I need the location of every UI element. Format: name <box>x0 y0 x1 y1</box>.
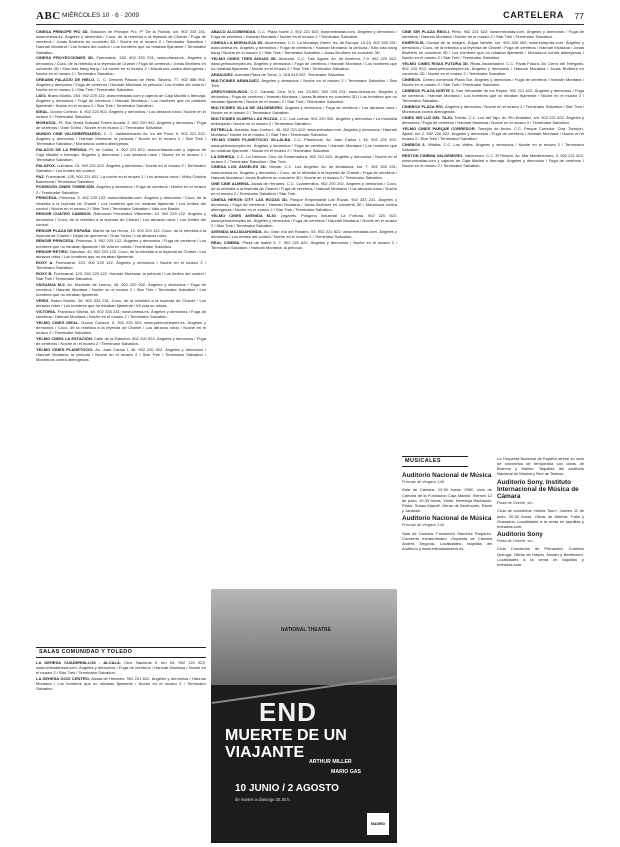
program-text: Ciclo de conciertos «Iberia Tour». Jueves 11 de junio, 20.30 horas. Obras de Albéniz, Falla y Granados. Localidades a la venta en taquillas y entradas.com. <box>497 508 584 529</box>
venue-address: Príncipe de Vergara, 146. <box>402 480 446 485</box>
venue-details: C.C. Xanadú. Ctra. N-V, km. 23,500. 902 333 231; www.cinesa.es. Ángeles y demonios / Fuga de cerebros / Hannah Montana / Jonas Brothers en concierto 3D / Los hombres que no miraban fijamente / Noche en el museo 2 / Star Trek / Terminator Salvation. <box>211 88 397 104</box>
venue-heading: Auditorio Nacional de Música <box>402 472 492 479</box>
listing-entry <box>402 29 584 39</box>
listing-entry <box>211 127 397 137</box>
listing-entry <box>402 142 584 152</box>
venue-details: Princesa, 3. 902 229 122; www.entradas.com. Ángeles y demonios / Coco, de la rebeldía a la leyenda de Chanel / Los hombres que no miraban fijamente / Los límites del control / Noche en el museo 2 / Star Trek / Terminator Salvation / Vals con Bashir. <box>36 195 206 211</box>
venue-details: Princesa, 3. 902 229 122. Ángeles y demonios / Fuga de cerebros / Los hombres que no miraban fijamente / Mi vida en ruinas / Terminator Salvation. <box>36 238 206 249</box>
venue-details: C.C. Las Lomas. 902 220 902. Ángeles y demonios / La montaña embrujada / Noche en el museo 2 / Terminator Salvation. <box>211 115 397 126</box>
listing-entry <box>36 120 206 130</box>
venue-details: Pl. Sta. María Soledad Torres Acosta, 2. 902 220 902. Ángeles y demonios / Fuga de cerebros / Gran Torino / Noche en el museo 2 / Terminator Salvation. <box>36 119 206 130</box>
ad-dates: 10 JUNIO / 2 AGOSTO <box>235 783 339 794</box>
listing-entry <box>36 29 206 55</box>
venue-name: YELMO CINES IDEAL. <box>36 319 80 325</box>
venue-name: ROXY A. <box>36 260 54 266</box>
venue-details: Calle de la Estación. 902 220 922. Ángeles y demonios / Fuga de cerebros / Noche en el museo 2 / Terminator Salvation. <box>36 335 206 347</box>
listing-entry <box>402 115 584 125</box>
venue-name: YELMO CINES AVENIDA M-40. <box>211 212 277 218</box>
venue-details: C. C. Valdebernardo Av. Ira del Pozo, 6. 902 221 622. Ángeles y demonios / Hannah Montana: la película / Noche en el museo 2 / Star Trek / Terminator Salvation / Monstruos contra alienígenas. <box>36 130 206 146</box>
venue-heading: Auditorio Nacional de Música <box>402 515 492 523</box>
venue-name: YELMO CINES RIVAS FUTURA 3D. <box>402 61 469 67</box>
column-cinemas-1-tail <box>36 660 206 842</box>
listing-entry <box>36 309 206 319</box>
venue-name: AVENIDA MAJADAHONDA. <box>211 228 263 234</box>
venue-name: ROXY B. <box>36 271 53 277</box>
venue-details: Fuencarral, 123. 902 229 122. Ángeles y demonios / Noche en el museo 2 / Terminator Salvation. <box>36 260 206 271</box>
venue-name: YELMO CINES LA ESTACIÓN. <box>36 335 93 341</box>
venue-name: MULTICINES ARANJUEZ. <box>211 77 260 83</box>
venue-name: ESTRELLA. <box>211 126 234 132</box>
program-text: Sala de Cámara. 19.30 horas. ONE, ciclo de Cámara de la Fundación Caja Madrid. Viernes 12 de junio, 19.30 horas. Violín: Nemanja Radulovic. Piano: Susan Manoff. Obras de Beethoven, Ravel y Janácek. <box>402 487 492 513</box>
listing-entry <box>211 164 397 179</box>
listing-entry <box>211 29 397 39</box>
venue-details: Av. Gran Vía del Rosario, 53. 902 221 622; www.entradas.com. Ángeles y demonios / Los límites del control / Noche en el museo 2 / Terminator Salvation. <box>211 228 397 239</box>
venue-name: RENOIR PRINCESA. <box>36 238 75 244</box>
column-musicales-1 <box>402 470 492 842</box>
musicales-band: MUSICALES <box>402 456 468 467</box>
listing-entry <box>211 213 397 228</box>
venue-details: Raimundo Fernández Villaverde, 10. 902 229 122. Ángeles y demonios / Coco, de la rebeldía a la leyenda de Chanel / Los abrazos rotos / Los límites del control. <box>36 211 206 227</box>
column-cinemas-2 <box>211 29 397 583</box>
listing-entry <box>36 282 206 297</box>
venue-name: PRINCESA. <box>36 195 58 201</box>
venue-details: Toledo. C.C. Luz del Tajo. Av. Río Boladiez, s/n. 902 221 622. Ángeles y demonios / Fuga de cerebros / Hannah Montana / Noche en el museo 2 / Terminator Salvation. <box>402 115 584 126</box>
listing-entry <box>36 77 206 92</box>
listing-entry <box>36 147 206 162</box>
venue-name: CINEBOX PLAZA RÍO. <box>402 104 444 110</box>
venue-details: Getafe. C.C. Los Ángeles. Av. de Andalucía, km. 7. 902 333 231; www.cinesa.es. Ángeles y demonios / Coco, de la rebeldía a la leyenda de Chanel / Fuga de cerebros / Hannah Montana / Jonas Brothers en concierto 3D / Noche en el museo 2 / Terminator Salvation. <box>211 164 397 180</box>
venue-details: Avenida Juan Carlos I, 46. 902 221 622; www.entradas.com. Ángeles y demonios / Hannah Montana / Noche en el museo 2 / Star Trek / Terminator Salvation. <box>211 126 397 137</box>
venue-details: Alcorcón. C.C. Tres Aguas. Av. de América, 7-9. 902 220 922; www.yelmocineplex.es. Ángeles y demonios / Fuga de cerebros / Hannah Montana / Los hombres que no miraban fijamente / Noche en el museo 2 / Star Trek / Terminator Salvation. <box>211 55 397 72</box>
venue-details: Bravo Murillo, 28. 902 333 231. Coco, de la rebeldía a la leyenda de Chanel / Los abrazos rotos / Los hombres que no miraban fijamente / Mi vida en ruinas. <box>36 298 206 309</box>
program-text: Ciclo Conciertos de Primavera. Cuarteto Quiroga. Obras de Haydn, Mozart y Beethoven. Localidades a la venta en taquillas y entradas.com. <box>497 546 584 567</box>
venue-details: Fuencarral, 136. 902 333 231; www.cinesa.es. Ángeles y demonios / Coco, de la rebeldía a la leyenda de Chanel / Fuga de cerebros / Jonas Brothers en concierto 3D / Kiss kiss bang bang / La noche en el museo 2 / Monstruos contra alienígenas / Noche en el museo 2 / Terminator Salvation. <box>36 55 206 76</box>
venue-details: Ángeles y demonios / Fuga de cerebros / Los abrazos rotos / Noche en el museo 2 / Terminator Salvation. <box>211 104 397 115</box>
venue-details: Torrejón de Ardoz. C.C. Parque Corredor. Ctra. Torrejón-Ajalvir, km 2. 902 220 922. Ángeles y demonios / Fuga de cerebros / Hannah Montana / Noche en el museo 2 / Star Trek / Terminator Salvation. <box>402 125 584 142</box>
venue-details: San Sebastián de los Reyes. 902 221 622. Ángeles y demonios / Fuga de cerebros / Hannah Montana / Los hombres que no miraban fijamente / Noche en el museo 2 / Terminator Salvation. <box>402 88 584 104</box>
venue-details: Luchana, 15. 902 221 622. Ángeles y demonios / Noche en el museo 2 / Terminator Salvation / Los límites del control. <box>36 162 206 173</box>
venue-details: Avenida Plaza de Toros, 1. 918 919 002. Terminator Salvation. <box>234 72 346 78</box>
listing-entry <box>36 228 206 238</box>
listing-entry <box>36 336 206 346</box>
listing-entry <box>211 40 397 55</box>
listing-entry <box>402 153 584 168</box>
venue-name: REAL CINEMA. <box>211 239 241 245</box>
venue-details: Ángeles y demonios / Noche en el museo 2 / Terminator Salvation / Star Trek. <box>211 77 397 88</box>
column-musicales-2 <box>497 456 584 842</box>
listing-entry <box>36 249 206 259</box>
ad-author: ARTHUR MILLER <box>309 759 352 765</box>
venue-details: La Orquesta Nacional de España ofrece su ciclo de conciertos de temporada con obras de Brahms y Mahler. Taquillas del Auditorio Nacional de Música y Red de Teatros. <box>497 456 584 477</box>
venue-name: MULTICINES VILLA DE VALDEMORO. <box>211 104 284 110</box>
venue-details: Pinto. 902 221 622; www.entradas.com. Ángeles y demonios / Fuga de cerebros / Hannah Montana / Noche en el museo 2 / Star Trek / Terminator Salvation. <box>402 29 584 40</box>
listing-entry <box>36 347 206 362</box>
venue-name: LIDO. <box>36 92 47 98</box>
venue-details: Ciudad de la Imagen. Edgar Neville, s/n. 902 300 062; www.kinepolis.com. Ángeles y demonios / Coco, de la rebeldía a la leyenda de Chanel / Fuga de cerebros / Hannah Montana / Jonas Brothers en concierto 3D / Los hombres que no miraban fijamente / Monstruos contra alienígenas / Noche en el museo 2 / Star Trek / Terminator Salvation. <box>402 39 584 61</box>
venue-name: VAGUADA M-2. <box>36 282 66 288</box>
venue-name: CINESA PRÍNCIPE PÍO 3D. <box>36 29 89 34</box>
venue-details: Fuencarral, 125. 902 221 622. La noche en el museo 2 / Los abrazos rotos / Vicky Cristina Barcelona / Terminator Salvation. <box>36 173 206 184</box>
listing-entry <box>36 676 206 691</box>
listing-entry <box>211 105 397 115</box>
venue-details: Parque Empresarial Las Rozas. 902 333 231. Ángeles y demonios / Fuga de cerebros / Hannah Montana / Jonas Brothers en concierto 3D / Monstruos contra alienígenas / Noche en el museo 2 / Star Trek / Terminator Salvation. <box>211 196 397 212</box>
theatre-advertisement <box>211 589 397 843</box>
listing-entry <box>36 271 206 281</box>
section-band-comunidad: SALAS COMUNIDAD Y TOLEDO <box>36 647 206 658</box>
column-cinemas-3 <box>402 29 584 451</box>
venue-details: Narváez, 42. 902 229 122. Coco, de la rebeldía a la leyenda de Chanel / Los abrazos rotos / Los hombres que no miraban fijamente. <box>36 249 206 260</box>
venue-details: Francisco Silvela, 48. 902 333 231; www.cinesa.es. Ángeles y demonios / Fuga de cerebros / Hannah Montana / Noche en el museo 2 / Terminator Salvation. <box>36 309 206 320</box>
venue-details: Ángeles y demonios / Noche en el museo 2 / Terminator Salvation / Star Trek / Monstruos contra alienígenas. <box>402 104 584 115</box>
listing-entry <box>36 320 206 335</box>
venue-details: Av. Monforte de Lemos, 36. 902 220 902. Ángeles y demonios / Fuga de cerebros / Hannah Montana / Noche en el museo 2 / Star Trek / Terminator Salvation / Los hombres que no miraban fijamente. <box>36 282 206 298</box>
listing-entry <box>36 131 206 146</box>
venue-name: RESTON CINEMA VALDEMORO. <box>402 152 464 158</box>
venue-details: Martín de los Heros, 12. 902 229 122. Coco, de la rebeldía a la leyenda de Chanel / Dejad de quererme / Gran Torino / Los abrazos rotos. <box>36 227 206 238</box>
venue-details: Fuencarral, 123. 902 229 122. Hannah Montana: la película / Los límites del control / Star Trek / Terminator Salvation. <box>36 271 206 282</box>
venue-name: CINESA LOS ÁNGELES 3D. <box>211 164 267 170</box>
venue-name: LA DEHESA. <box>211 153 236 159</box>
page-header <box>36 10 584 25</box>
venue-details: C.C. Plaza Norte 2. 902 221 622; www.entradas.com. Ángeles y demonios / Fuga de cerebros / Hannah Montana / Noche en el museo 2 / Terminator Salvation. <box>211 29 397 40</box>
venue-name: CINEBOX PLAZA NORTE 2. <box>402 88 455 94</box>
venue-name: ARROYOMOLINOS. <box>211 88 249 94</box>
ad-director: MARIO GAS <box>331 769 361 775</box>
venue-name: ABACO ALCOBENDAS. <box>211 29 257 34</box>
venue-name: CINEBOX. <box>402 77 422 83</box>
venue-name: VERDI. <box>36 298 50 304</box>
venue-name: PALAFOX. <box>36 162 56 168</box>
listing-entry <box>36 174 206 184</box>
venue-name: PAZ. <box>36 173 45 179</box>
ad-theatre-logo: NATIONAL THEATRE <box>281 627 331 633</box>
venue-details: Av. Juan Carlos I, 46. 902 220 922. Ángeles y demonios / Hannah Montana: la película / Noche en el museo 2 / Star Trek / Terminator Salvation / Monstruos contra alienígenas. <box>36 346 206 363</box>
listing-entry <box>402 104 584 114</box>
venue-name: KINEPOLIS. <box>402 39 425 45</box>
ad-madrid-logo: MADRID <box>367 813 389 835</box>
listing-entry <box>211 229 397 239</box>
column-cinemas-1 <box>36 29 206 645</box>
venue-details: C.C. La Dehesa. Ctra. de Extremadura. 902 221 622. Ángeles y demonios / Noche en el museo 2 / Terminator Salvation / Star Trek. <box>211 153 397 164</box>
venue-name: YELMO CINES TRES AGUAS 3D. <box>211 55 277 61</box>
venue-name: RENOIR CUATRO CAMINOS. <box>36 211 92 217</box>
ad-photo <box>211 589 397 685</box>
venue-name: CINESA PROYECCIONES 3D. <box>36 55 95 61</box>
venue-name: MULTICINES OLIMPIA LAS ROZAS. <box>211 115 279 121</box>
listing-entry <box>211 56 397 71</box>
venue-name: CINES SIR LUZ DEL TAJO. <box>402 115 454 121</box>
listing-entry <box>497 456 584 477</box>
listing-entry <box>211 78 397 88</box>
venue-name: CINEBOX 3. <box>402 142 426 148</box>
venue-details: C. C. Dreams Palacio de Hielo. Silvano, 77. 902 888 902. Ángeles y demonios / Fuga de cerebros / Hannah Montana: la película / Los límites del control / Noche en el museo 2 / Star Trek / Terminator Salvation. <box>36 76 206 92</box>
page-number: 77 <box>574 11 584 21</box>
venue-details: Alcalá de Henares. 902 221 622. Ángeles y demonios / Hannah Montana / Los hombres que no miraban fijamente / Noche en el museo 2 / Terminator Salvation. <box>36 676 206 692</box>
venue-name: RENOIR RETIRO. <box>36 249 69 255</box>
listing-entry <box>211 197 397 212</box>
newspaper-logo: ABC <box>36 10 61 22</box>
listing-entry <box>402 77 584 87</box>
listing-entry <box>211 116 397 126</box>
venue-address: Plaza de Oriente, s/n. <box>497 501 534 506</box>
program-text: Sala de Cámara. Fundación Sánchez Ruipérez. Concierto extraordinario. Orquesta de Cámara Andrés Segovia. Localidades: taquillas del Auditorio y www.entradasinaem.es. <box>402 530 492 551</box>
venue-name: CINESA HERON CITY LAS ROZAS 3D. <box>211 196 288 202</box>
listing-entry <box>211 240 397 250</box>
venue-details: Bravo Murillo, 264. 902 229 122; www.entradas.com y cajeros de Caja Madrid o Ibercaja. Ángeles y demonios / Fuga de cerebros / Hannah Montana / Los hombres que no miraban fijamente / Noche en el museo 2 / Star Trek / Terminator Salvation. <box>36 92 206 108</box>
listing-entry <box>36 211 206 226</box>
venue-name: YELMO CINES PARQUE CORREDOR. <box>402 125 476 131</box>
venue-details: Villalba. C.C. Los Valles. Ángeles y demonios / Noche en el museo 2 / Terminator Salvation. <box>402 142 584 153</box>
venue-details: Estación de Príncipe Pío. P° De la Florida, s/n. 902 333 231; www.cinesa.es. Ángeles y demonios / Coco, de la rebeldía a la leyenda de Chanel / Fuga de cerebros / Jonas Brothers en concierto 3D / Noche en el museo 2 / Terminator Salvation / Hannah Montana / Los límites del control / Los hombres que no miraban fijamente / Terminator Salvation. <box>36 29 206 55</box>
venue-details: Rivas-Vaciamadrid. C.C. Rivas Futura. Av. Cerro del Telégrafo. 902 220 922; www.yelmocineplex.es. Ángeles y demonios / Hannah Montana / Jonas Brothers en concierto 3D / Noche en el museo 2 / Terminator Salvation. <box>402 61 584 77</box>
venue-name: ARANJUEZ. <box>211 72 234 78</box>
venue-name: IDEAL. <box>36 108 50 114</box>
listing-entry <box>36 260 206 270</box>
venue-details: Pl. de Callao, 4. 902 221 622; www.entradas.com y cajeros de Caja Madrid o Ibercaja. Ángeles y demonios / Los abrazos rotos / Noche en el museo 2 / Terminator Salvation. <box>36 146 206 162</box>
venue-name: POSEIDÓN CINES TORREJÓN. <box>36 184 96 190</box>
issue-date: MIÉRCOLES 10 · 6 · 2009 <box>62 12 139 19</box>
listing-entry <box>211 181 397 196</box>
venue-details: Plaza de Isabel II, 7. 902 221 622. Ángeles y demonios / Noche en el museo 2 / Terminator Salvation / Hannah Montana: la película. <box>211 239 397 250</box>
venue-name: PALACIO DE LA PRENSA. <box>36 146 88 152</box>
venue-name: LA DEHESA OCIO CENTRO. <box>36 676 90 682</box>
listing-entry <box>36 109 206 119</box>
venue-name: RENOIR PLAZA DE ESPAÑA. <box>36 227 92 233</box>
venue-name: ONE CINE ALMENA. <box>211 180 251 186</box>
venue-details: Valdemoro. C.C. El Restón. Av. Mar Mediterráneo, 3. 902 221 622; www.entradas.com y cajeros de Caja Madrid o Ibercaja. Ángeles y demonios / Fuga de cerebros / Noche en el museo 2 / Terminator Salvation. <box>402 152 584 169</box>
section-title: CARTELERA <box>503 10 564 20</box>
venue-name: MUNDO CINE VALDEBERNARDO. <box>36 130 102 136</box>
venue-name: YELMO CINES PLANETOCIO VILLALBA. <box>211 137 292 143</box>
listing-entry <box>36 184 206 194</box>
venue-details: Alcalá de Henares. C.C. Cuadernillos. 902 200 202. Ángeles y demonios / Coco, de la rebeldía a la leyenda de Chanel / Fuga de cerebros / Hannah Montana / Los abrazos rotos / Noche en el museo 2 / Terminator Salvation / Star Trek. <box>211 180 397 196</box>
venue-details: Ctra. Nacional II, km 34. 902 221 622; www.cinesdehesa.com. Ángeles y demonios / Fuga de cerebros / Hannah Montana / Noche en el museo 2 / Star Trek / Terminator Salvation. <box>36 660 206 676</box>
listing-entry <box>36 163 206 173</box>
venue-address: Príncipe de Vergara, 146. <box>402 523 446 528</box>
venue-name: CINESA LA MORALEJA 3D. <box>211 39 264 45</box>
venue-details: Doctor Cortezo, 6. 902 220 902. Ángeles y demonios / Los abrazos rotos / Noche en el museo 2 / Terminator Salvation. <box>36 108 206 119</box>
listing-entry <box>211 89 397 104</box>
listing-entry <box>36 660 206 675</box>
venue-details: Centro comercial Plaza Sur. Ángeles y demonios / Fuga de cerebros / Hannah Montana / Noche en el museo 2 / Star Trek / Terminator Salvation. <box>402 77 584 88</box>
venue-heading: Auditorio Sony <box>497 531 543 539</box>
ad-play-title: MUERTE DE UN VIAJANTE <box>225 727 347 761</box>
listing-entry <box>36 93 206 108</box>
ad-schedule-note: de martes a domingo 20.30 h. <box>235 797 291 802</box>
venue-details: Leganés. Polígono Industrial La Fortuna. 902 220 922; www.yelmocineplex.es. Ángeles y demonios / Fuga de cerebros / Hannah Montana / Noche en el museo 2 / Star Trek / Terminator Salvation. <box>211 212 397 228</box>
listing-entry <box>36 298 206 308</box>
venue-name: LA DEHESA CUADERNILLOS - ALCALÁ. <box>36 660 121 665</box>
listing-entry <box>36 55 206 76</box>
venue-name: MORASOL. <box>36 119 58 125</box>
venue-name: CINE SIR PLAZA ÉBOLI. <box>402 29 450 34</box>
listing-entry <box>402 61 584 76</box>
venue-heading: Auditorio Sony. Instituto Internacional de Música de Cámara <box>497 478 579 501</box>
venue-address: Plaza de Oriente, s/n. <box>497 539 534 544</box>
listing-entry <box>402 88 584 103</box>
ad-end-word: END <box>259 697 317 727</box>
venue-details: C.C. Planetocio. Av. Juan Carlos I, 46. 902 220 922; www.yelmocineplex.es. Ángeles y demonios / Fuga de cerebros / Hannah Montana / Los hombres que no miraban fijamente / Noche en el museo 2 / Terminator Salvation. <box>211 137 397 153</box>
listing-entry <box>211 137 397 152</box>
venue-details: Alcobendas. C.C. La Moraleja Green. Av. de Europa, 13-15. 902 333 231; www.cinesa.es. Ángeles y demonios / Fuga de cerebros / Hannah Montana: la película / Kiss kiss bang bang / Noche en el museo 2 / Star Trek / Terminator Salvation / Jonas Brothers en concierto 3D. <box>211 39 397 56</box>
venue-details: Ángeles y demonios / Fuga de cerebros / Noche en el museo 2 / Terminator Salvation. <box>36 184 206 195</box>
listing-entry <box>211 154 397 164</box>
listing-entry <box>402 40 584 61</box>
listing-entry <box>36 195 206 210</box>
venue-details: Doctor Cortezo, 6. 902 220 922; www.yelmocineplex.es. Ángeles y demonios / Coco, de la rebeldía a la leyenda de Chanel / Los abrazos rotos / Noche en el museo 2 / Terminator Salvation. <box>36 319 206 336</box>
listing-entry <box>402 126 584 141</box>
listing-entry <box>36 238 206 248</box>
listing-entry <box>211 72 397 77</box>
venue-name: DREAMS PALACIO DE HIELO. <box>36 76 96 82</box>
venue-name: YELMO CINES PLANETOCIO. <box>36 346 94 352</box>
venue-name: VICTORIA. <box>36 309 57 314</box>
